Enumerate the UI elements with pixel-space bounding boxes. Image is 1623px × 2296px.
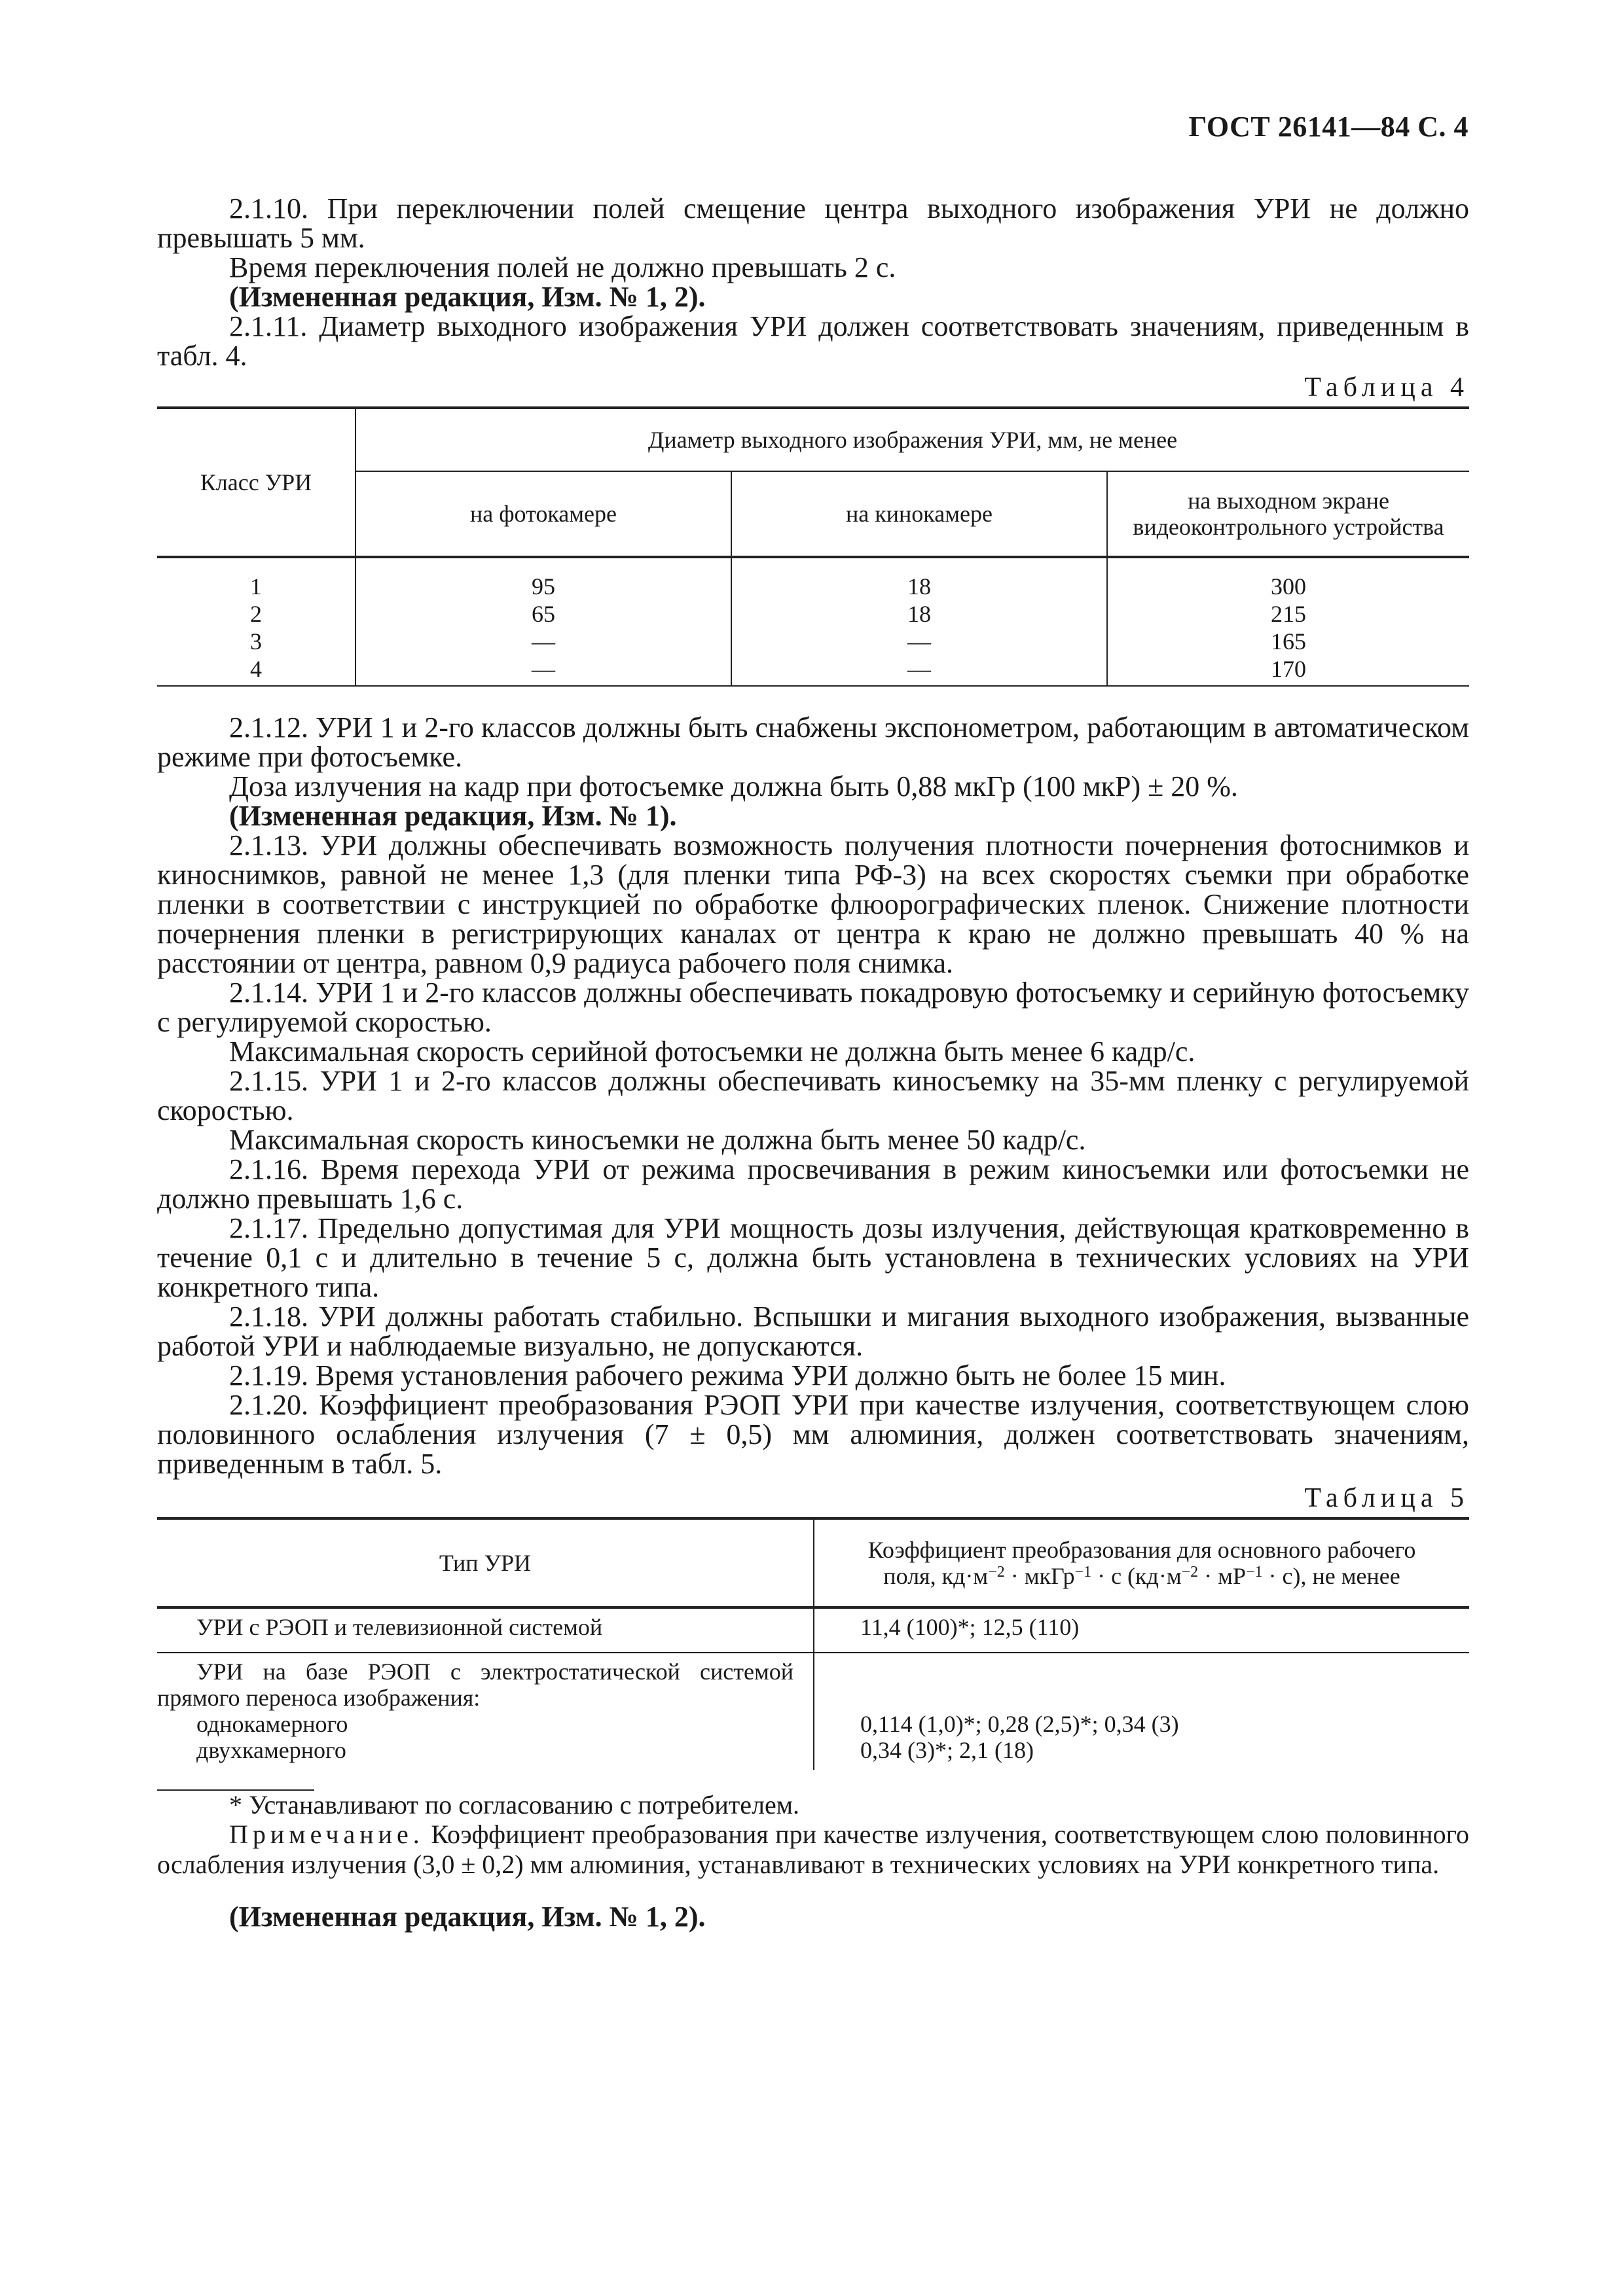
table-row xyxy=(157,600,1469,628)
amendment-note: (Измененная редакция, Изм. № 1, 2). xyxy=(229,281,706,313)
table-cell xyxy=(157,1653,814,1770)
paragraph-2-1-15-speed: Максимальная скорость киносъемки не должна быть менее 50 кадр/с. xyxy=(229,1124,1086,1156)
table-5-row2-sub2: двухкамерного xyxy=(196,1737,346,1763)
footnote: * Устанавливают по согласованию с потребителем. xyxy=(229,1790,800,1820)
table-4-header-group: Диаметр выходного изображения УРИ, мм, не менее xyxy=(356,408,1469,471)
table-cell: — xyxy=(731,655,1107,686)
paragraph-2-1-20: 2.1.20. Коэффициент преобразования РЭОП УРИ при качестве излучения, соответствующем слою половинного ослабления излучения (7 ± 0,5) мм алюминия, должен соответствовать значениям, приведенным в табл. 5. xyxy=(157,1389,1469,1480)
table-cell: 215 xyxy=(1107,600,1469,628)
table-5-row2-value1: 0,114 (1,0)*; 0,28 (2,5)*; 0,34 (3) xyxy=(860,1711,1179,1737)
table-cell: 300 xyxy=(1107,557,1469,600)
paragraph-2-1-15: 2.1.15. УРИ 1 и 2-го классов должны обеспечивать киносъемку на 35-мм пленку с регулируемой скоростью. xyxy=(157,1065,1469,1126)
table-4-header-class: Класс УРИ xyxy=(157,408,356,557)
table-row xyxy=(157,628,1469,655)
table-cell: 18 xyxy=(731,557,1107,600)
table-cell: 18 xyxy=(731,600,1107,628)
paragraph-2-1-10: 2.1.10. При переключении полей смещение центра выходного изображения УРИ не должно превышать 5 мм. xyxy=(157,192,1469,254)
note-label: Примечание. xyxy=(229,1820,424,1849)
table-cell: 2 xyxy=(250,601,262,627)
paragraph-2-1-14-speed: Максимальная скорость серийной фотосъемки не должна быть менее 6 кадр/с. xyxy=(229,1035,1195,1067)
paragraph-2-1-16: 2.1.16. Время перехода УРИ от режима просвечивания в режим киносъемки или фотосъемки не должно превышать 1,6 с. xyxy=(157,1153,1469,1215)
table-cell: УРИ с РЭОП и телевизионной системой xyxy=(157,1607,814,1653)
table-5-header-coef-line1: Коэффициент преобразования для основного рабочего xyxy=(867,1537,1416,1563)
table-4-header-photo: на фотокамере xyxy=(356,471,731,557)
page-header: ГОСТ 26141—84 С. 4 xyxy=(1188,111,1468,143)
note xyxy=(157,1820,1469,1880)
table-5-header-type: Тип УРИ xyxy=(157,1518,814,1607)
table-5 xyxy=(157,1517,1469,1770)
table-5-header-coefficient xyxy=(814,1518,1469,1607)
table-4 xyxy=(157,406,1469,687)
table-5-caption: Таблица 5 xyxy=(1304,1483,1469,1513)
table-cell: 65 xyxy=(356,600,731,628)
paragraph-2-1-11: 2.1.11. Диаметр выходного изображения УРИ должен соответствовать значениям, приведенным в табл. 4. xyxy=(157,310,1469,372)
paragraph-2-1-13: 2.1.13. УРИ должны обеспечивать возможность получения плотности почернения фотоснимков и киноснимков, равной не менее 1,3 (для пленки типа РФ-3) на всех скоростях съемки при обработке пленки в соответствии с инструкцией по обработке флюорографических пленок. Снижение плотности почернения пленки в регистрирующих каналах от центра к краю не должно превышать 40 % на расстоянии от центра, равном 0,9 радиуса рабочего поля снимка. xyxy=(157,829,1469,979)
paragraph-2-1-12: 2.1.12. УРИ 1 и 2-го классов должны быть снабжены экспонометром, работающим в автоматическом режиме при фотосъемке. xyxy=(157,711,1469,773)
table-5-row2-type: УРИ на базе РЭОП с электростатической системой прямого переноса изображения: xyxy=(157,1659,793,1711)
paragraph-2-1-12-dose: Доза излучения на кадр при фотосъемке должна быть 0,88 мкГр (100 мкР) ± 20 %. xyxy=(229,770,1238,802)
amendment-note: (Измененная редакция, Изм. № 1, 2). xyxy=(229,1901,706,1933)
table-4-caption: Таблица 4 xyxy=(1304,372,1469,403)
table-cell xyxy=(814,1653,1469,1770)
table-row xyxy=(157,1653,1469,1770)
table-4-header-cine: на кинокамере xyxy=(731,471,1107,557)
table-4-header-screen: на выходном экране видеоконтрольного устройства xyxy=(1107,471,1469,557)
table-5-row2-value2: 0,34 (3)*; 2,1 (18) xyxy=(860,1737,1034,1763)
paragraph-2-1-17: 2.1.17. Предельно допустимая для УРИ мощность дозы излучения, действующая кратковременно в течение 0,1 с и длительно в течение 5 с, должна быть установлена в технических условиях на УРИ конкретного типа. xyxy=(157,1212,1469,1303)
table-row xyxy=(157,557,1469,600)
table-cell: — xyxy=(356,628,731,655)
table-cell: 4 xyxy=(157,655,356,686)
table-cell: 11,4 (100)*; 12,5 (110) xyxy=(814,1607,1469,1653)
table-cell: 3 xyxy=(250,628,262,655)
paragraph-2-1-10-switch-time: Время переключения полей не должно превышать 2 с. xyxy=(229,251,896,283)
table-row xyxy=(157,655,1469,686)
table-row xyxy=(157,1607,1469,1653)
table-5-header-coef-line2: поля, $кд\cdot м^{-2}$ · мкГр$^{-1}$ · с $(кд\cdot м^{-2} \cdot мР^{-1} \cdot с)$, не менее xyxy=(883,1563,1400,1589)
paragraph-2-1-19: 2.1.19. Время установления рабочего режима УРИ должно быть не более 15 мин. xyxy=(229,1359,1226,1391)
note-text: Коэффициент преобразования при качестве излучения, соответствующем слою половинного ослабления излучения (3,0 ± 0,2) мм алюминия, устанавливают в технических условиях на УРИ конкретного типа. xyxy=(157,1820,1469,1879)
paragraph-2-1-14: 2.1.14. УРИ 1 и 2-го классов должны обеспечивать покадровую фотосъемку и серийную фотосъемку с регулируемой скоростью. xyxy=(157,977,1469,1038)
body-text xyxy=(157,194,1469,1931)
table-5-row2-sub1: однокамерного xyxy=(196,1711,348,1737)
table-cell: 95 xyxy=(356,557,731,600)
paragraph-2-1-18: 2.1.18. УРИ должны работать стабильно. Вспышки и мигания выходного изображения, вызванные работой УРИ и наблюдаемые визуально, не допускаются. xyxy=(157,1300,1469,1362)
table-cell: 165 xyxy=(1107,628,1469,655)
table-cell: — xyxy=(731,628,1107,655)
table-cell: 170 xyxy=(1107,655,1469,686)
table-cell: 1 xyxy=(250,573,262,600)
table-cell: — xyxy=(356,655,731,686)
amendment-note: (Измененная редакция, Изм. № 1). xyxy=(229,800,677,832)
